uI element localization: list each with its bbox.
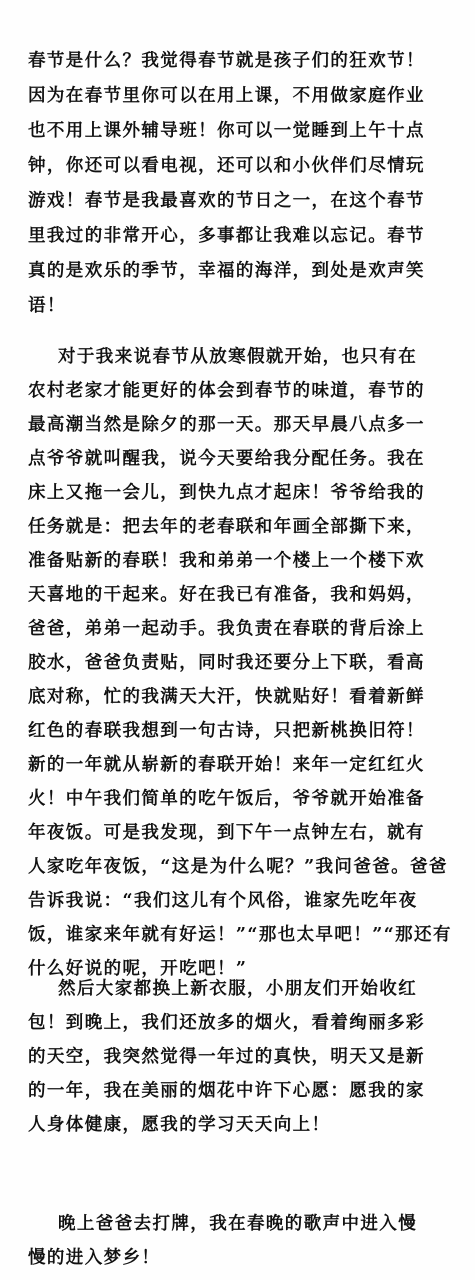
text-line: 慢的进入梦乡！ — [28, 1248, 161, 1268]
text-line: 人家吃年夜饭，“这是为什么呢？”我问爸爸。爸爸 — [28, 857, 448, 877]
text-line: 包！到晚上，我们还放多的烟火，看着绚丽多彩 — [28, 1013, 425, 1033]
text-line: 因为在春节里你可以在用上课，不用做家庭作业 — [28, 86, 425, 106]
text-line: 任务就是：把去年的老春联和年画全部撕下来， — [28, 517, 425, 537]
text-line: 然后大家都换上新衣服，小朋友们开始收红 — [58, 979, 418, 999]
text-line: 语！ — [28, 296, 66, 316]
text-line: 的一年，我在美丽的烟花中许下心愿：愿我的家 — [28, 1081, 425, 1101]
text-line: 对于我来说春节从放寒假就开始，也只有在 — [58, 347, 418, 367]
text-line: 的天空，我突然觉得一年过的真快，明天又是新 — [28, 1047, 425, 1067]
text-line: 人身体健康，愿我的学习天天向上！ — [28, 1115, 331, 1135]
text-line: 真的是欢乐的季节，幸福的海洋，到处是欢声笑 — [28, 261, 425, 281]
text-line: 胶水，爸爸负责贴，同时我还要分上下联，看高 — [28, 653, 425, 673]
text-line: 春节是什么？我觉得春节就是孩子们的狂欢节！ — [28, 51, 425, 71]
text-line: 农村老家才能更好的体会到春节的味道，春节的 — [28, 381, 425, 401]
text-line: 钟，你还可以看电视，还可以和小伙伴们尽情玩 — [28, 156, 425, 176]
text-line: 饭，谁家来年就有好运！”“那也太早吧！”“那还有 — [28, 925, 452, 945]
text-line: 红色的春联我想到一句古诗，只把新桃换旧符！ — [28, 721, 425, 741]
text-line: 新的一年就从崭新的春联开始！来年一定红红火 — [28, 755, 425, 775]
text-line: 什么好说的呢，开吃吧！” — [28, 959, 248, 979]
text-line: 晚上爸爸去打牌，我在春晚的歌声中进入慢 — [58, 1214, 418, 1234]
text-line: 准备贴新的春联！我和弟弟一个楼上一个楼下欢 — [28, 551, 425, 571]
text-line: 年夜饭。可是我发现，到下午一点钟左右，就有 — [28, 823, 425, 843]
text-line: 底对称，忙的我满天大汗，快就贴好！看着新鲜 — [28, 687, 425, 707]
text-line: 火！中午我们简单的吃午饭后，爷爷就开始准备 — [28, 789, 425, 809]
text-line: 点爷爷就叫醒我，说今天要给我分配任务。我在 — [28, 449, 425, 469]
text-line: 告诉我说：“我们这儿有个风俗，谁家先吃年夜 — [28, 891, 418, 911]
text-line: 最高潮当然是除夕的那一天。那天早晨八点多一 — [28, 415, 425, 435]
text-line: 里我过的非常开心，多事都让我难以忘记。春节 — [28, 226, 425, 246]
text-line: 床上又拖一会儿，到快九点才起床！爷爷给我的 — [28, 483, 425, 503]
text-line: 爸爸，弟弟一起动手。我负责在春联的背后涂上 — [28, 619, 425, 639]
text-line: 游戏！春节是我最喜欢的节日之一，在这个春节 — [28, 191, 425, 211]
text-line: 也不用上课外辅导班！你可以一觉睡到上午十点 — [28, 121, 425, 141]
text-line: 天喜地的干起来。好在我已有准备，我和妈妈， — [28, 585, 425, 605]
